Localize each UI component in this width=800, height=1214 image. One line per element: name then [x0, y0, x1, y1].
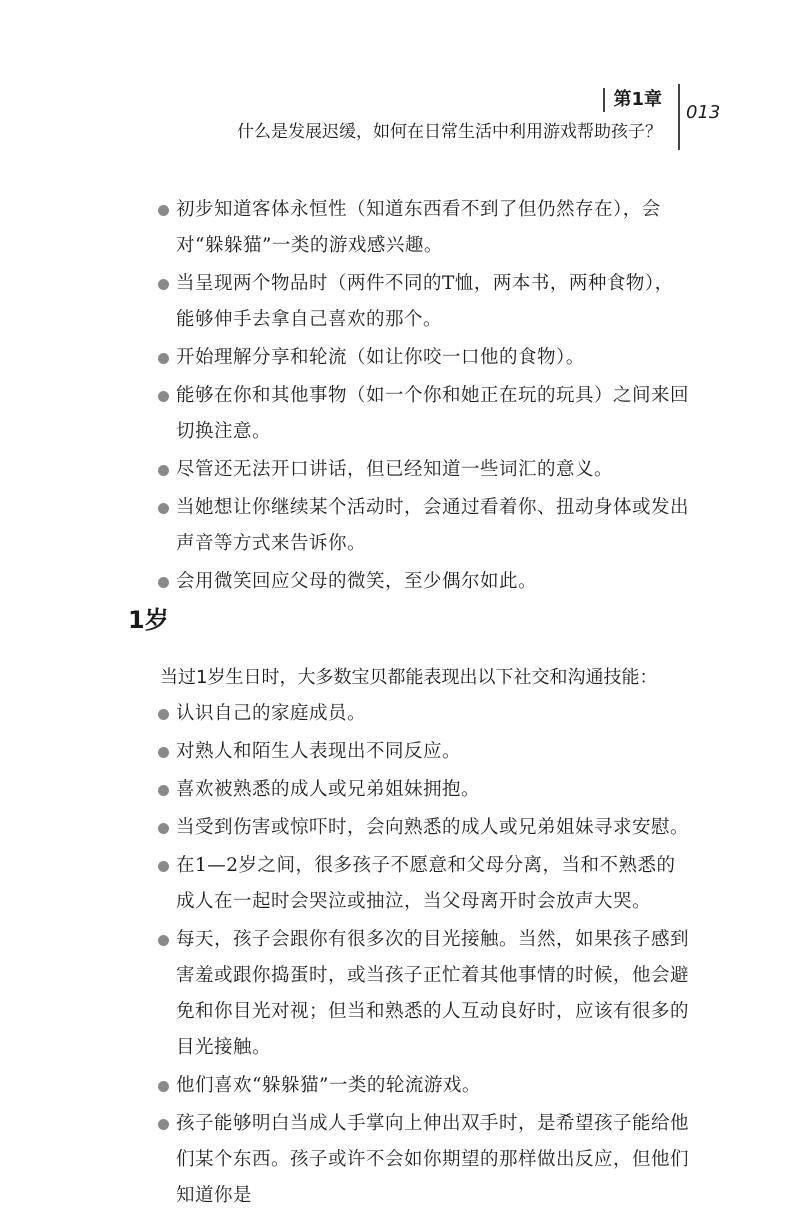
list-item — [0, 340, 800, 376]
list-item — [0, 192, 800, 264]
list-item-text: 当她想让你继续某个活动时，会通过看着你、扭动身体或发出声音等方式来告诉你。 — [176, 497, 690, 554]
list-item-text: 喜欢被熟悉的成人或兄弟姐妹拥抱。 — [176, 779, 481, 800]
list-item-text: 会用微笑回应父母的微笑，至少偶尔如此。 — [176, 571, 538, 592]
chapter-title: 什么是发展迟缓，如何在日常生活中利用游戏帮助孩子？ — [237, 122, 662, 142]
list-item — [0, 378, 800, 450]
bullet-list-bottom — [0, 696, 800, 1214]
section-title: 1岁 — [128, 606, 169, 634]
list-item-text: 开始理解分享和轮流（如让你咬一口他的食物）。 — [176, 347, 585, 368]
list-item-text: 认识自己的家庭成员。 — [176, 703, 367, 724]
list-item-text: 初步知道客体永恒性（知道东西看不到了但仍然存在），会对“躲躲猫”一类的游戏感兴趣。 — [176, 199, 661, 256]
list-item — [0, 922, 800, 1066]
list-item — [0, 1068, 800, 1104]
page-number: 013 — [686, 102, 721, 123]
bullet-icon — [158, 1081, 169, 1092]
list-item — [0, 266, 800, 338]
list-item-text: 在1—2岁之间，很多孩子不愿意和父母分离，当和不熟悉的成人在一起时会哭泣或抽泣，当父母离开时会放声大哭。 — [176, 855, 676, 912]
list-item-text: 当受到伤害或惊吓时，会向熟悉的成人或兄弟姐妹寻求安慰。 — [176, 817, 690, 838]
bullet-icon — [158, 747, 169, 758]
bullet-icon — [158, 785, 169, 796]
bullet-icon — [158, 823, 169, 834]
bullet-icon — [158, 503, 169, 514]
list-item — [0, 490, 800, 562]
bullet-icon — [158, 465, 169, 476]
chapter-label: 第1章 — [603, 88, 662, 112]
header-divider — [678, 84, 680, 150]
list-item — [0, 564, 800, 600]
bullet-list-top — [0, 192, 800, 600]
list-item-text: 每天，孩子会跟你有很多次的目光接触。当然，如果孩子感到害羞或跟你捣蛋时，或当孩子正忙着其他事情的时候，他会避免和你目光对视；但当和熟悉的人互动良好时，应该有很多的目光接触。 — [176, 929, 690, 1058]
bullet-icon — [158, 709, 169, 720]
bullet-icon — [158, 861, 169, 872]
list-item — [0, 848, 800, 920]
bullet-icon — [158, 391, 169, 402]
bullet-icon — [158, 935, 169, 946]
section-intro: 当过1岁生日时，大多数宝贝都能表现出以下社交和沟通技能： — [160, 667, 658, 688]
list-item-text: 当呈现两个物品时（两件不同的T恤，两本书，两种食物），能够伸手去拿自己喜欢的那个。 — [176, 273, 674, 330]
list-item-text: 能够在你和其他事物（如一个你和她正在玩的玩具）之间来回切换注意。 — [176, 385, 690, 442]
list-item — [0, 696, 800, 732]
list-item-text: 他们喜欢“躲躲猫”一类的轮流游戏。 — [176, 1075, 481, 1096]
list-item — [0, 810, 800, 846]
list-item — [0, 772, 800, 808]
bullet-icon — [158, 1119, 169, 1130]
bullet-icon — [158, 577, 169, 588]
bullet-icon — [158, 279, 169, 290]
running-header — [0, 0, 800, 150]
bullet-icon — [158, 353, 169, 364]
list-item — [0, 1106, 800, 1214]
list-item — [0, 452, 800, 488]
bullet-icon — [158, 205, 169, 216]
list-item — [0, 734, 800, 770]
list-item-text: 对熟人和陌生人表现出不同反应。 — [176, 741, 462, 762]
list-item-text: 孩子能够明白当成人手掌向上伸出双手时，是希望孩子能给他们某个东西。孩子或许不会如你期望的那样做出反应，但他们知道你是 — [176, 1113, 690, 1206]
list-item-text: 尽管还无法开口讲话，但已经知道一些词汇的意义。 — [176, 459, 614, 480]
